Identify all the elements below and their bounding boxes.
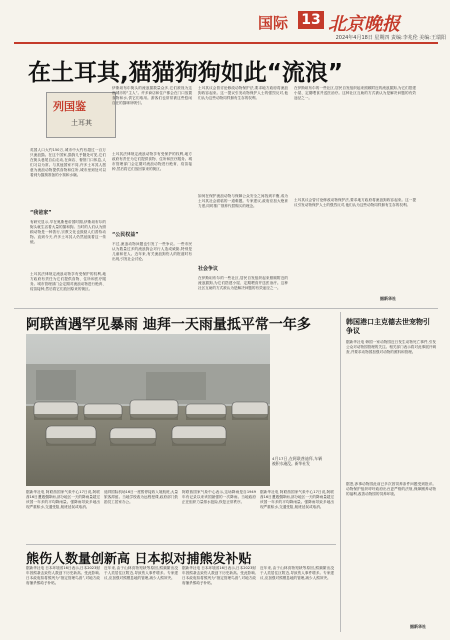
right-body-2: 据悉,涉事动物园此前已多次因饲养条件问题受到批评。动物保护组织呼吁政府出台更严格的法规,保障圈养动物的福利,改善动物园的饲养环境。: [346, 482, 436, 496]
lead-intro: 英国人口大约150万,城市中大约有超过一百万只流浪猫。在这个国家,猫狗几乎随处可见,它们在街头巷尾自由走动,在商店、餐馆门口休息,人们习以为常。与其他国家不同,许多土耳其人愿意为流浪动物提供食物和住所,城市里到处可以看到为猫狗准备的小窝和水碗。: [30, 148, 106, 177]
flood-photo-illustration: [26, 334, 270, 486]
lead-body-1: 有研究显示,早在奥斯曼帝国时期,伊斯坦布尔的街头就生活着大量的猫和狗。当时的人们认为照顾动物是一种善行,宗教文化也鼓励人们善待动物。直到今天,许多土耳其人仍然延续着这一传统。: [30, 220, 106, 244]
right-body-1: 据新华社电 韩国一家动物园近日发生动物死亡事件,引发公众对动物园管理的关注。相关部门表示将对此事展开调查,并要求动物园加强对动物的照料和管理。: [346, 340, 436, 354]
right-column-divider: [340, 312, 341, 632]
bear-headline: 熊伤人数量创新高 日本拟对捕熊发补贴: [26, 552, 252, 567]
flood-body-3: 阿联酋国家气象中心表示,这场降雨是自1949年有记录以来该国最强的一次降雨。当地政府正在组织力量排水抢险,恢复正常秩序。: [182, 490, 256, 504]
column-inset: [46, 92, 116, 138]
bear-body-3: 据新华社电 日本环境省16日表示,日本2023财年因熊袭击致伤人数创下历史新高。受此影响,日本政府拟将熊列为“指定管理鸟兽”,对地方政府捕杀熊给予补贴。: [182, 566, 256, 585]
masthead-rule: [14, 42, 438, 44]
lead-body-8: 土耳其议会曾讨论修改动物保护法,要求地方政府将流浪狗收容起来。这一提议引发动物保护人士的强烈反对,他们认为这些动物同样拥有生存的权利。: [294, 198, 416, 207]
bear-body-2: 近年来,由于山林食物短缺等原因,熊频繁出没于人类居住区附近,导致伤人事件增多。专家建议,应加强对熊栖息地的管理,减少人熊冲突。: [104, 566, 178, 580]
flood-body-1: 据新华社电 阿联酋国家气象中心17日说,阿联酋16日遭遇强降雨,部分地区一天的降雨量超过该国一年多的平均降雨量。强降雨导致多地出现严重积水,交通受阻,航班延误或取消。: [26, 490, 100, 509]
bear-body-4: 近年来,由于山林食物短缺等原因,熊频繁出没于人类居住区附近,导致伤人事件增多。专家建议,应加强对熊栖息地的管理,减少人熊冲突。: [260, 566, 334, 580]
masthead: [14, 10, 446, 44]
lead-body-6b: 在伊斯坦布尔的一些社区,居民自发组织起来照顾附近的流浪猫狗,为它们搭建小屋、定期喂食并送医治疗。这种社区互助的方式被认为是解决问题的有效途径之一。: [198, 276, 288, 290]
lead-subhead-3: 社会争议: [198, 266, 219, 272]
right-byline: 据新华社: [410, 624, 426, 629]
lead-body-3b: 土耳其法律规定流浪动物享有受保护的权利,地方政府有责任为它们提供食物、住所和医疗服务。城市管理部门会定期对流浪动物进行绝育、疫苗接种,然后将它们放回原来的街区。: [112, 152, 192, 171]
right-headline: 韩国港口主克德去世宠物引争议: [346, 318, 430, 335]
flood-body-4: 据新华社电 阿联酋国家气象中心17日说,阿联酋16日遭遇强降雨,部分地区一天的降雨量超过该国一年多的平均降雨量。强降雨导致多地出现严重积水,交通受阻,航班延误或取消。: [260, 490, 334, 509]
lead-body-2: 土耳其法律规定流浪动物享有受保护的权利,地方政府有责任为它们提供食物、住所和医疗服务。城市管理部门会定期对流浪动物进行绝育、疫苗接种,然后将它们放回原来的街区。: [30, 272, 106, 291]
lower-divider: [26, 544, 336, 545]
column-inset-title: 列国鉴: [53, 100, 86, 113]
lead-subhead-2: “公民权益”: [112, 232, 139, 238]
section-label: 国际: [258, 14, 289, 32]
lead-body-5: 土耳其议会曾讨论修改动物保护法,要求地方政府将流浪狗收容起来。这一提议引发动物保护人士的强烈反对,他们认为这些动物同样拥有生存的权利。: [198, 86, 288, 100]
flood-photo: [26, 334, 270, 486]
lead-body-7: 在伊斯坦布尔的一些社区,居民自发组织起来照顾附近的流浪猫狗,为它们搭建小屋、定期喂食并送医治疗。这种社区互助的方式被认为是解决问题的有效途径之一。: [294, 86, 416, 100]
date-line: 2024年4月18日 星期四 责编:李兆伦 美编:王瑞阳: [335, 35, 446, 41]
paper-name: 北京晚报: [328, 14, 400, 35]
flood-body-2: 迪拜国际机场16日一度暂停接收入境航班,大量旅客滞留。当地学校改为远程授课,政府部门鼓励员工居家办公。: [104, 490, 178, 504]
lead-byline: 据新华社: [380, 296, 396, 301]
section-divider: [14, 308, 438, 309]
bear-body-1: 据新华社电 日本环境省16日表示,日本2023财年因熊袭击致伤人数创下历史新高。受此影响,日本政府拟将熊列为“指定管理鸟兽”,对地方政府捕杀熊给予补贴。: [26, 566, 100, 585]
page-number-badge: 13: [298, 11, 324, 29]
flood-photo-caption: 4月17日,在阿联酋迪拜,车辆被积水淹没。新华社发: [272, 456, 322, 467]
lead-body-6: 如何在保护流浪动物与保障公众安全之间找到平衡,成为土耳其社会面临的一道难题。专家建议,政府应加大绝育力度,同时推广领养代替购买的理念。: [198, 194, 288, 208]
lead-subhead-1: “我爸家”: [30, 210, 52, 216]
lead-headline: 在土耳其,猫猫狗狗如此“流浪”: [28, 60, 343, 86]
column-inset-subtitle: 土耳其: [71, 119, 92, 127]
lead-body-3: 伊斯坦布尔街头的流浪猫数量众多,它们被视为这座城市的“主人”。许多商店和住户都会在门口放置食物和水,供它们取用。游客们也常常被这些悠闲自在的猫咪所吸引。: [112, 86, 192, 105]
flood-headline: 阿联酋遇罕见暴雨 迪拜一天雨量抵平常一年多: [26, 317, 311, 333]
lead-body-4: 不过,流浪动物问题也引发了一些争议。一些市民认为数量过多的流浪狗会对行人造成威胁,特别是儿童和老人。近年来,有关流浪狗伤人的报道时有出现,引发社会讨论。: [112, 242, 192, 261]
